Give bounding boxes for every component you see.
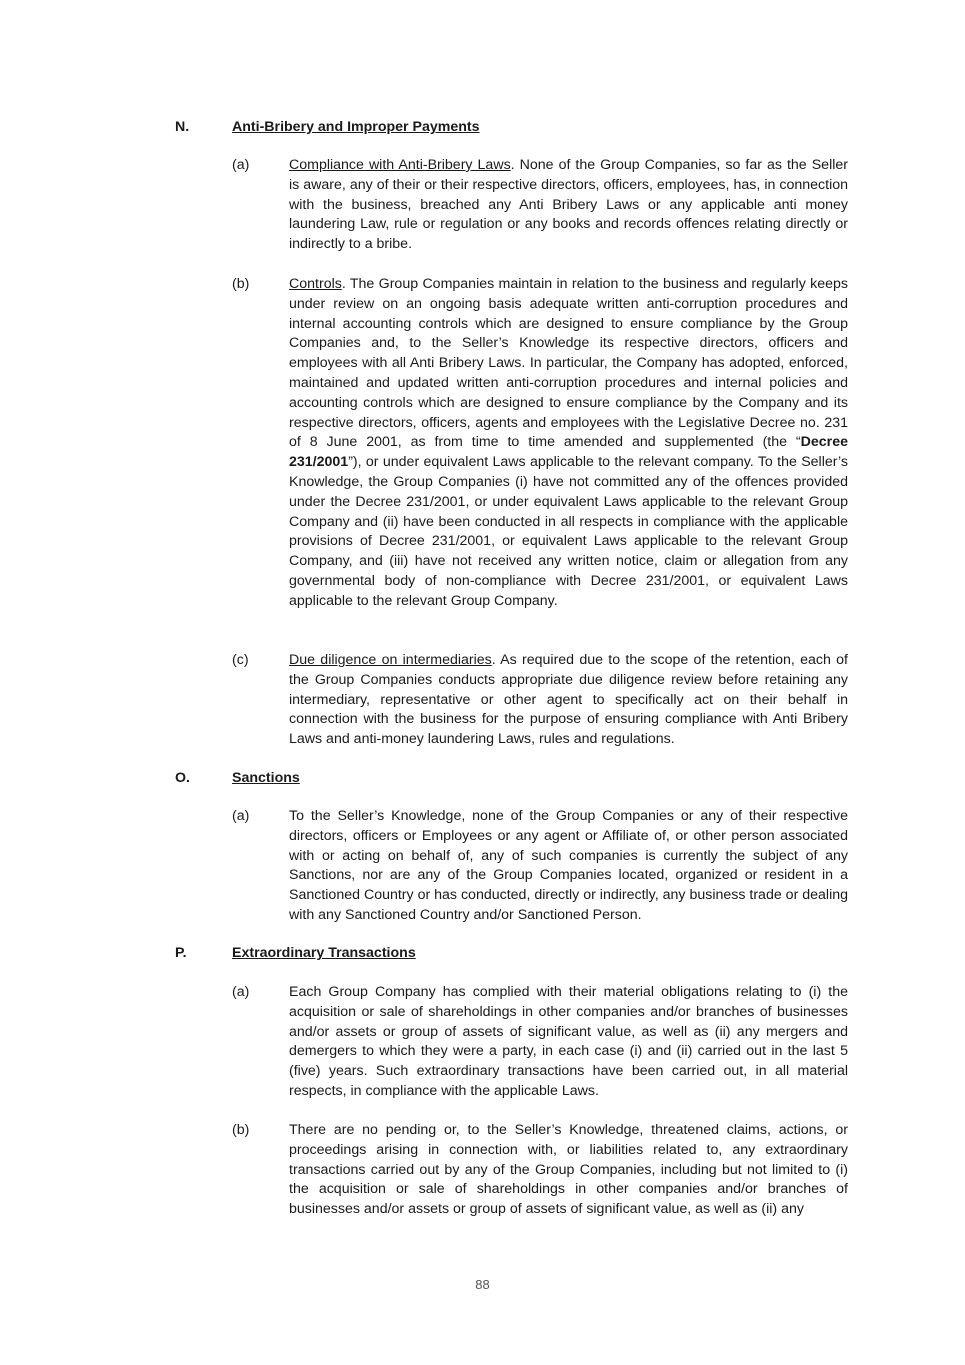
clause-text bbox=[289, 651, 848, 750]
clause-body: . The Group Companies maintain in relation to the business and regularly keeps under review on an ongoing basis adequate written anti-corruption procedures and internal accounting controls which are designed to ensure compliance by the Group Companies and, to the Seller’s Knowledge its respective directors, officers and employees with all Anti Bribery Laws. In particular, the Company has adopted, enforced, maintained and updated written anti-corruption procedures and internal policies and accounting controls which are designed to ensure compliance by the Company and its respective directors, officers, agents and employees with the Legislative Decree no. 231 of 8 June 2001, as from time to time amended and supplemented (the “ bbox=[289, 276, 848, 451]
section-letter: N. bbox=[175, 119, 190, 135]
clause-text: Each Group Company has complied with their material obligations relating to (i) the acquisition or sale of shareholdings in other companies and/or branches of businesses and/or assets or group of assets of significant value, as well as (ii) any mergers and demergers to which they were a party, in each case (i) and (ii) carried out in the last 5 (five) years. Such extraordinary transactions have been carried out, in all material respects, in compliance with the applicable Laws. bbox=[289, 984, 848, 1099]
clause-number: (b) bbox=[232, 276, 250, 292]
clause-text bbox=[289, 156, 848, 255]
page-number: 88 bbox=[475, 1277, 490, 1292]
defined-term: Decree 231/2001 bbox=[289, 434, 848, 471]
clause-number: (a) bbox=[232, 157, 250, 173]
clause-text: To the Seller’s Knowledge, none of the Group Companies or any of their respective directors, officers or Employees or any agent or Affiliate of, or other person associated with or acting on behalf of, any of such companies is currently the subject of any Sanctions, nor are any of the Group Companies located, organized or resident in a Sanctioned Country or has conducted, directly or indirectly, any business trade or dealing with any Sanctioned Country and/or Sanctioned Person. bbox=[289, 808, 848, 923]
section-title: Sanctions bbox=[232, 770, 300, 786]
section-letter: P. bbox=[175, 945, 187, 961]
clause-number: (a) bbox=[232, 984, 250, 1000]
clause-number: (c) bbox=[232, 652, 249, 668]
clause-heading: Controls bbox=[289, 276, 342, 292]
clause-body: . As required due to the scope of the retention, each of the Group Companies conducts appropriate due diligence review before retaining any intermediary, representative or other agent to specifically act on their behalf in connection with the business for the purpose of ensuring compliance with Anti Bribery Laws and anti-money laundering Laws, rules and regulations. bbox=[289, 652, 848, 748]
clause-heading: Compliance with Anti-Bribery Laws bbox=[289, 157, 511, 173]
clause-text: There are no pending or, to the Seller’s Knowledge, threatened claims, actions, or proceedings arising in connection with, or liabilities related to, any extraordinary transactions carried out by any of the Group Companies, including but not limited to (i) the acquisition or sale of shareholdings in other companies and/or branches of businesses and/or assets or group of assets of significant value, as well as (ii) any bbox=[289, 1122, 848, 1218]
section-title: Extraordinary Transactions bbox=[232, 945, 416, 961]
clause-number: (a) bbox=[232, 808, 250, 824]
clause-body-continued: ”), or under equivalent Laws applicable to the relevant company. To the Seller’s Knowledge, the Group Companies (i) have not committed any of the offences provided under the Decree 231/2001, or under equivalent Laws applicable to the relevant Group Company and (ii) have been conducted in all respects in compliance with the applicable provisions of Decree 231/2001, or equivalent Laws applicable to the relevant Group Company, and (iii) have not received any written notice, claim or allegation from any governmental body of non-compliance with Decree 231/2001, or equivalent Laws applicable to the relevant Group Company. bbox=[289, 454, 848, 609]
section-title: Anti-Bribery and Improper Payments bbox=[232, 119, 480, 135]
clause-text bbox=[289, 275, 848, 612]
section-letter: O. bbox=[175, 770, 190, 786]
clause-number: (b) bbox=[232, 1122, 250, 1138]
clause-body: . None of the Group Companies, so far as the Seller is aware, any of their or their respective directors, officers, employees, has, in connection with the business, breached any Anti Bribery Laws or any applicable anti money laundering Law, rule or regulation or any books and records offences relating directly or indirectly to a bribe. bbox=[289, 157, 848, 253]
clause-heading: Due diligence on intermediaries bbox=[289, 652, 492, 668]
